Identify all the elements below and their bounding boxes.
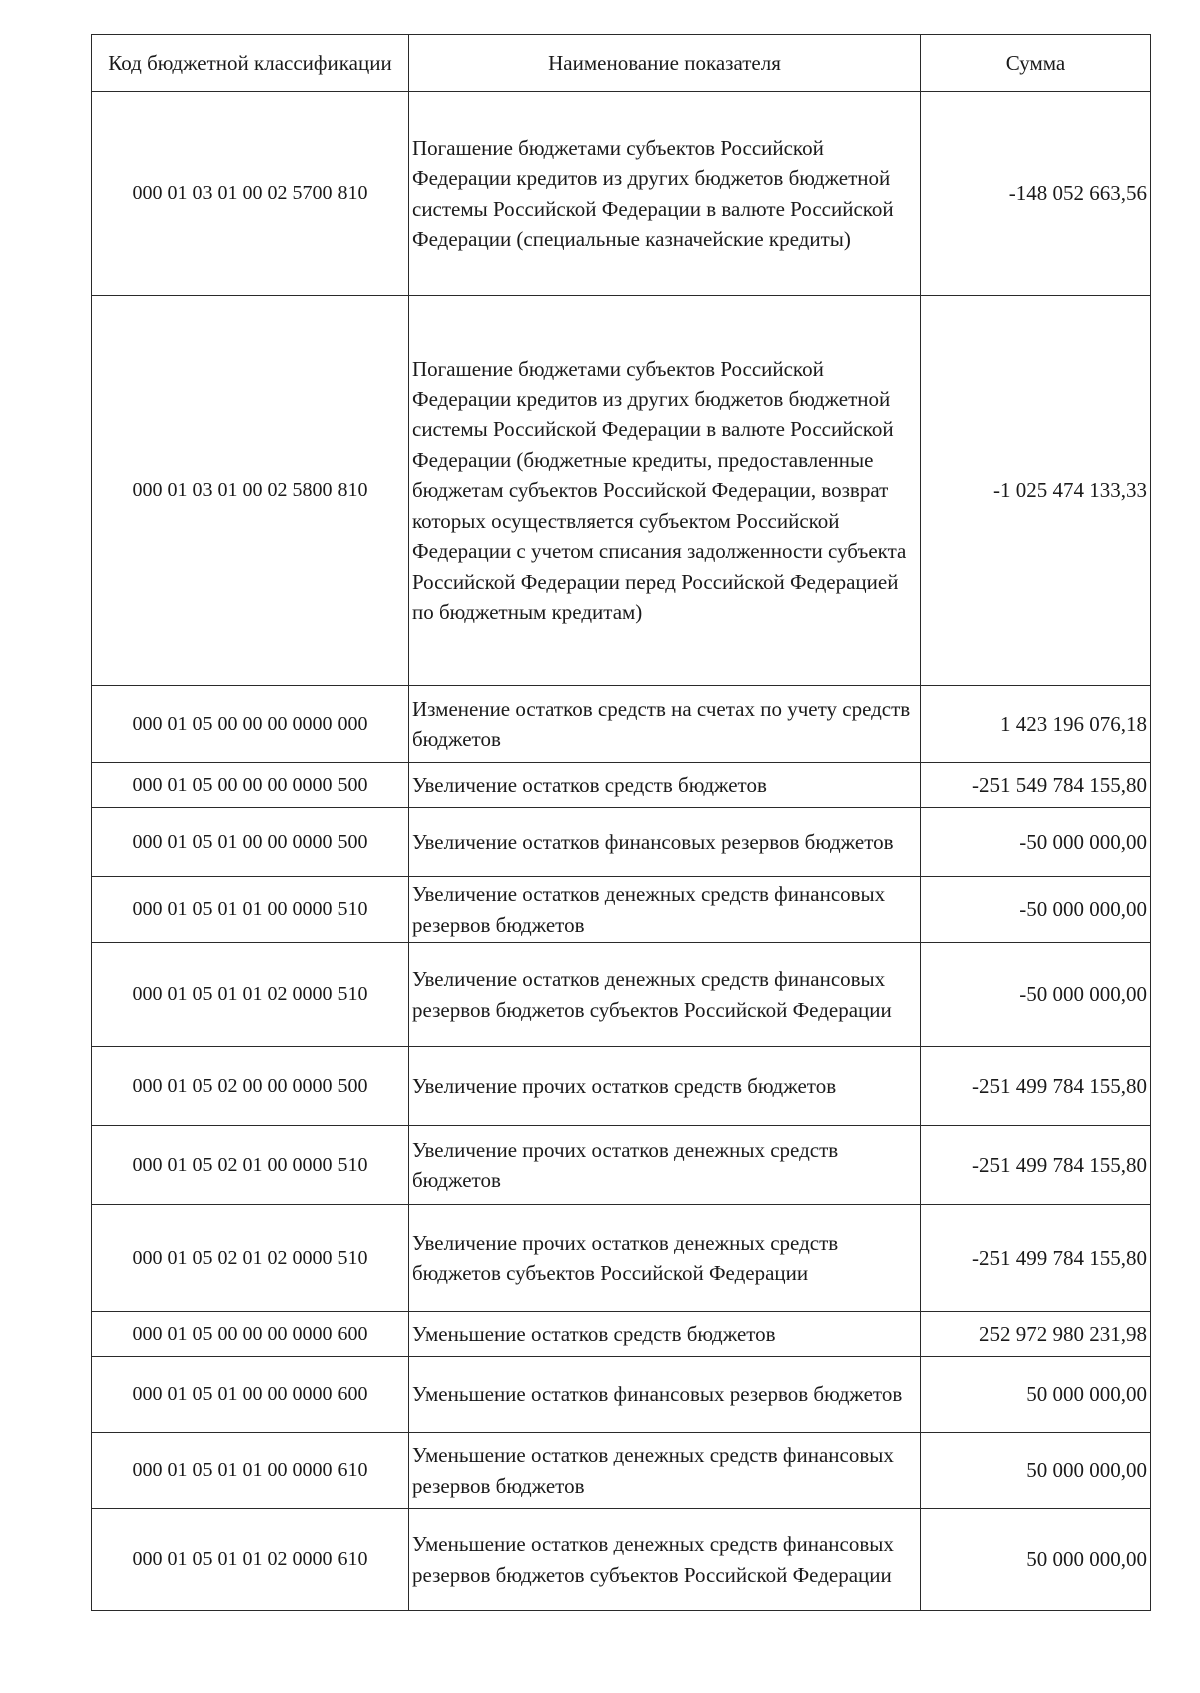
- row-name: Увеличение прочих остатков денежных средств бюджетов: [409, 1126, 921, 1205]
- header-name: Наименование показателя: [409, 35, 921, 92]
- row-sum: -251 499 784 155,80: [921, 1205, 1151, 1312]
- row-name: Увеличение прочих остатков денежных средств бюджетов субъектов Российской Федерации: [409, 1205, 921, 1312]
- row-name: Погашение бюджетами субъектов Российской Федерации кредитов из других бюджетов бюджетной системы Российской Федерации в валюте Российской Федерации (специальные казначейские кредиты): [409, 92, 921, 296]
- row-code: 000 01 05 01 01 02 0000 510: [92, 943, 409, 1047]
- row-sum: 50 000 000,00: [921, 1509, 1151, 1611]
- row-name: Увеличение остатков денежных средств финансовых резервов бюджетов субъектов Российской Федерации: [409, 943, 921, 1047]
- table-row: [92, 943, 1151, 1047]
- row-name: Увеличение остатков денежных средств финансовых резервов бюджетов: [409, 877, 921, 943]
- row-sum: -251 499 784 155,80: [921, 1126, 1151, 1205]
- row-name: Увеличение остатков средств бюджетов: [409, 763, 921, 808]
- table-row: [92, 1433, 1151, 1509]
- row-sum: -50 000 000,00: [921, 877, 1151, 943]
- table-row: [92, 686, 1151, 763]
- row-code: 000 01 03 01 00 02 5700 810: [92, 92, 409, 296]
- row-code: 000 01 05 01 01 02 0000 610: [92, 1509, 409, 1611]
- row-code: 000 01 05 00 00 00 0000 500: [92, 763, 409, 808]
- table-row: [92, 296, 1151, 686]
- row-sum: -251 549 784 155,80: [921, 763, 1151, 808]
- row-code: 000 01 05 01 01 00 0000 510: [92, 877, 409, 943]
- row-code: 000 01 05 01 01 00 0000 610: [92, 1433, 409, 1509]
- row-code: 000 01 05 02 00 00 0000 500: [92, 1047, 409, 1126]
- row-code: 000 01 05 01 00 00 0000 500: [92, 808, 409, 877]
- table-row: [92, 1357, 1151, 1433]
- table-row: [92, 1509, 1151, 1611]
- table-row: [92, 877, 1151, 943]
- row-name: Погашение бюджетами субъектов Российской Федерации кредитов из других бюджетов бюджетной системы Российской Федерации в валюте Российской Федерации (бюджетные кредиты, предоставленные бюджетам субъектов Российской Федерации, возврат которых осуществляется субъектом Российской Федерации с учетом списания задолженности субъекта Российской Федерации перед Российской Федерацией по бюджетным кредитам): [409, 296, 921, 686]
- row-name: Уменьшение остатков финансовых резервов бюджетов: [409, 1357, 921, 1433]
- row-name: Увеличение остатков финансовых резервов бюджетов: [409, 808, 921, 877]
- budget-table: [91, 34, 1151, 1611]
- row-sum: -50 000 000,00: [921, 808, 1151, 877]
- row-sum: 50 000 000,00: [921, 1433, 1151, 1509]
- row-sum: -50 000 000,00: [921, 943, 1151, 1047]
- row-code: 000 01 05 01 00 00 0000 600: [92, 1357, 409, 1433]
- table-row: [92, 1312, 1151, 1357]
- header-code: Код бюджетной классификации: [92, 35, 409, 92]
- row-name: Уменьшение остатков денежных средств финансовых резервов бюджетов субъектов Российской Федерации: [409, 1509, 921, 1611]
- table-row: [92, 763, 1151, 808]
- row-code: 000 01 05 00 00 00 0000 000: [92, 686, 409, 763]
- row-name: Уменьшение остатков денежных средств финансовых резервов бюджетов: [409, 1433, 921, 1509]
- table-row: [92, 1047, 1151, 1126]
- row-sum: 50 000 000,00: [921, 1357, 1151, 1433]
- row-sum: -1 025 474 133,33: [921, 296, 1151, 686]
- table-row: [92, 92, 1151, 296]
- row-sum: -251 499 784 155,80: [921, 1047, 1151, 1126]
- row-name: Уменьшение остатков средств бюджетов: [409, 1312, 921, 1357]
- row-sum: 252 972 980 231,98: [921, 1312, 1151, 1357]
- row-code: 000 01 05 02 01 00 0000 510: [92, 1126, 409, 1205]
- header-sum: Сумма: [921, 35, 1151, 92]
- row-code: 000 01 03 01 00 02 5800 810: [92, 296, 409, 686]
- row-name: Увеличение прочих остатков средств бюджетов: [409, 1047, 921, 1126]
- row-sum: 1 423 196 076,18: [921, 686, 1151, 763]
- table-header-row: [92, 35, 1151, 92]
- row-code: 000 01 05 02 01 02 0000 510: [92, 1205, 409, 1312]
- row-code: 000 01 05 00 00 00 0000 600: [92, 1312, 409, 1357]
- table-row: [92, 1205, 1151, 1312]
- row-name: Изменение остатков средств на счетах по учету средств бюджетов: [409, 686, 921, 763]
- table-row: [92, 1126, 1151, 1205]
- table-row: [92, 808, 1151, 877]
- row-sum: -148 052 663,56: [921, 92, 1151, 296]
